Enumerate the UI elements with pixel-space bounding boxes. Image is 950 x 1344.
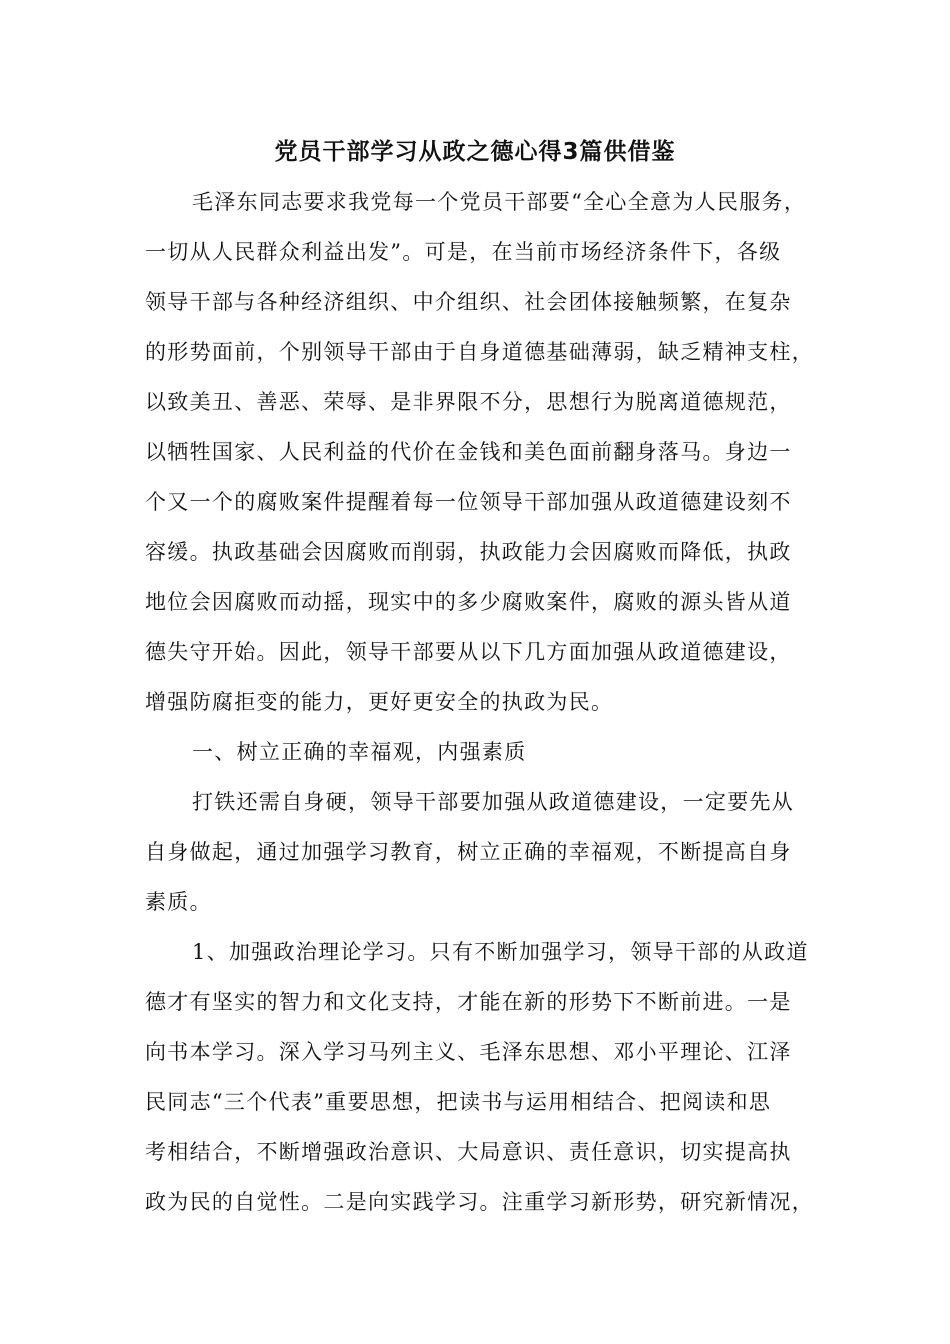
paragraph-line: 德失守开始。因此，领导干部要从以下几方面加强从政道德建设， xyxy=(145,640,792,664)
document-title: 党员干部学习从政之德心得3篇供借鉴 xyxy=(274,139,676,165)
paragraph-line: 德才有坚实的智力和文化支持，才能在新的形势下不断前进。一是 xyxy=(145,990,792,1014)
paragraph-line: 增强防腐拒变的能力，更好更安全的执政为民。 xyxy=(145,690,614,714)
paragraph-line: 个又一个的腐败案件提醒着每一位领导干部加强从政道德建设刻不 xyxy=(145,490,792,514)
section-heading: 一、树立正确的幸福观，内强素质 xyxy=(192,740,527,764)
paragraph-line: 地位会因腐败而动摇，现实中的多少腐败案件，腐败的源头皆从道 xyxy=(145,590,792,614)
paragraph-line: 一切从人民群众利益出发”。可是，在当前市场经济条件下，各级 xyxy=(145,240,782,264)
paragraph-line: 容缓。执政基础会因腐败而削弱，执政能力会因腐败而降低，执政 xyxy=(145,540,792,564)
paragraph-line: 自身做起，通过加强学习教育，树立正确的幸福观，不断提高自身 xyxy=(145,840,792,864)
paragraph-line: 向书本学习。深入学习马列主义、毛泽东思想、邓小平理论、江泽 xyxy=(145,1040,792,1064)
paragraph-line: 以牺牲国家、人民利益的代价在金钱和美色面前翻身落马。身边一 xyxy=(145,440,792,464)
paragraph-line: 领导干部与各种经济组织、中介组织、社会团体接触频繁，在复杂 xyxy=(145,290,792,314)
paragraph-line: 1、加强政治理论学习。只有不断加强学习，领导干部的从政道 xyxy=(192,940,809,964)
paragraph-line: 考相结合，不断增强政治意识、大局意识、责任意识，切实提高执 xyxy=(145,1140,792,1164)
paragraph-line: 毛泽东同志要求我党每一个党员干部要“全心全意为人民服务， xyxy=(192,190,807,214)
paragraph-line: 素质。 xyxy=(145,890,212,914)
paragraph-line: 以致美丑、善恶、荣辱、是非界限不分，思想行为脱离道德规范， xyxy=(145,390,792,414)
paragraph-line: 的形势面前，个别领导干部由于自身道德基础薄弱，缺乏精神支柱， xyxy=(145,340,814,364)
paragraph-line: 政为民的自觉性。二是向实践学习。注重学习新形势，研究新情况， xyxy=(145,1190,814,1214)
paragraph-line: 民同志“三个代表”重要思想，把读书与运用相结合、把阅读和思 xyxy=(145,1090,772,1114)
paragraph-line: 打铁还需自身硬，领导干部要加强从政道德建设，一定要先从 xyxy=(192,790,795,814)
